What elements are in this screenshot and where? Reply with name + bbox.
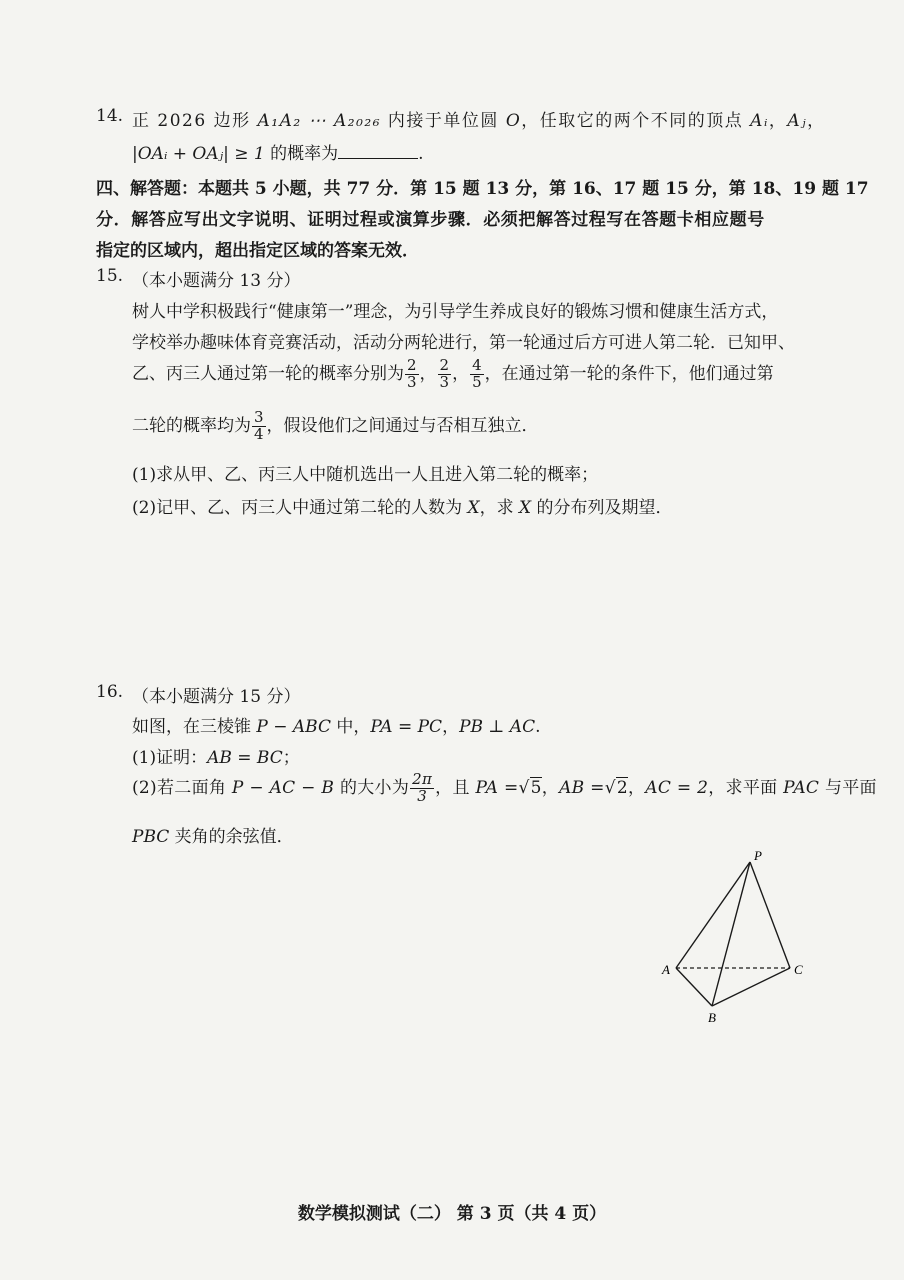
label-a: A bbox=[662, 962, 670, 977]
q14-text-a: 正 2026 边形 bbox=[132, 111, 251, 131]
q16-part2-e: 与平面 bbox=[824, 777, 877, 798]
q16-part1-c: ； bbox=[282, 748, 300, 768]
q16-part1-b: AB = BC bbox=[207, 748, 283, 768]
q15-line3-b: ，在通过第一轮的条件下，他们通过第 bbox=[484, 363, 774, 384]
q15-line2: 学校举办趣味体育竞赛活动，活动分两轮进行，第一轮通过后方可进人第二轮．已知甲、 bbox=[132, 333, 795, 353]
q15-var-x: X bbox=[467, 498, 480, 518]
q15-part2-c: 的分布列及期望． bbox=[536, 498, 673, 518]
section4-line1: 四、解答题：本题共 5 小题，共 77 分．第 15 题 13 分，第 16、17 题 15 分，第 18、19 题 17 bbox=[96, 179, 869, 199]
tetrahedron-figure bbox=[650, 848, 820, 1028]
q14-condition: |OAᵢ + OAⱼ| ≥ 1 bbox=[132, 144, 265, 164]
q16-part2-a: (2)若二面角 bbox=[132, 777, 227, 798]
q14-line1: 正 2026 边形 A₁A₂ ⋯ A₂₀₂₆ 内接于单位圆 O，任取它的两个不同的顶点 Aᵢ，Aⱼ， bbox=[132, 111, 826, 131]
q16-score: （本小题满分 15 分） bbox=[132, 687, 301, 707]
q14-text-c: ，任取它的两个不同的顶点 bbox=[521, 111, 744, 131]
q14-line2: |OAᵢ + OAⱼ| ≥ 1 的概率为 . bbox=[132, 144, 424, 164]
q15-frac-2: $\frac{2}{3}$ bbox=[439, 356, 450, 391]
q16-line1-a: 如图，在三棱锥 bbox=[132, 717, 251, 737]
q15-part1: (1)求从甲、乙、丙三人中随机选出一人且进入第二轮的概率； bbox=[132, 465, 599, 485]
q15-part2-b: ，求 bbox=[479, 498, 514, 518]
q14-vertex-i: Aᵢ bbox=[750, 111, 769, 131]
q15-line4-a: 二轮的概率均为 bbox=[132, 415, 251, 436]
q14-text-b: 内接于单位圆 bbox=[387, 111, 499, 131]
q16-pa-label: PA = bbox=[475, 777, 519, 798]
q15-part2 bbox=[132, 493, 673, 518]
q16-tetra: P − ABC bbox=[256, 717, 331, 737]
q16-pa-value: 5 bbox=[530, 777, 542, 798]
q16-ab-value: 2 bbox=[616, 777, 628, 798]
q15-line4-b: ，假设他们之间通过与否相互独立． bbox=[266, 415, 539, 436]
label-p: P bbox=[754, 848, 762, 863]
q16-part2-c: ，且 bbox=[435, 777, 470, 798]
q16-line3 bbox=[132, 822, 294, 847]
q15-line1: 树人中学积极践行“健康第一”理念，为引导学生养成良好的锻炼习惯和健康生活方式， bbox=[132, 302, 779, 322]
q15-line3-a: 乙、丙三人通过第一轮的概率分别为 bbox=[132, 363, 404, 384]
q16-dihedral: P − AC − B bbox=[231, 777, 335, 798]
section4-line2: 分．解答应写出文字说明、证明过程或演算步骤．必须把解答过程写在答题卡相应题号 bbox=[96, 210, 765, 230]
q14-number: 14. bbox=[96, 106, 124, 126]
q14-answer-blank bbox=[338, 144, 418, 159]
q15-frac-4: $\frac{3}{4}$ bbox=[254, 408, 264, 443]
edge-ab bbox=[676, 968, 712, 1006]
q16-part2-d: ，求平面 bbox=[708, 777, 778, 798]
q14-vertex-j: Aⱼ bbox=[787, 111, 808, 131]
q16-line1-b: 中， bbox=[336, 717, 371, 737]
q16-number: 16. bbox=[96, 682, 124, 702]
q16-ac: AC = 2 bbox=[645, 777, 709, 798]
edge-pc bbox=[750, 862, 790, 968]
q15-score: （本小题满分 13 分） bbox=[132, 271, 301, 291]
page-footer: 数学模拟测试（二） 第 3 页（共 4 页） bbox=[297, 1204, 607, 1224]
q16-angle-frac: $\frac{2\pi}{3}$ bbox=[412, 770, 433, 805]
q15-part2-a: (2)记甲、乙、丙三人中通过第二轮的人数为 bbox=[132, 498, 463, 518]
label-b: B bbox=[708, 1010, 716, 1025]
section4-line3: 指定的区域内，超出指定区域的答案无效． bbox=[96, 241, 419, 261]
q15-frac-3: $\frac{4}{5}$ bbox=[472, 356, 482, 391]
q16-plane1: PAC bbox=[783, 777, 820, 798]
label-c: C bbox=[794, 962, 803, 977]
q16-line1: 如图，在三棱锥 P − ABC 中，PA = PC，PB ⊥ AC. bbox=[132, 717, 541, 737]
q14-circle: O bbox=[505, 111, 522, 131]
q16-part2-b: 的大小为 bbox=[339, 777, 410, 798]
q16-cond2: PB ⊥ AC bbox=[459, 717, 536, 737]
q16-part1-a: (1)证明： bbox=[132, 748, 208, 768]
q15-line3: 乙、丙三人通过第一轮的概率分别为 $\frac{2}{3}$ ， $\frac{2}{3}$ ， $\frac{4}{5}$ ，在通过第一轮的条件下，他们通过第 bbox=[132, 356, 774, 391]
q16-cond1: PA = PC bbox=[370, 717, 443, 737]
q14-polygon: A₁A₂ ⋯ A₂₀₂₆ bbox=[257, 111, 382, 131]
q16-part2: (2)若二面角 P − AC − B 的大小为 $\frac{2\pi}{3}$ ，且 PA =√5，AB =√2，AC = 2，求平面 PAC 与平面 bbox=[132, 770, 877, 805]
q15-number: 15. bbox=[96, 266, 124, 286]
edge-bc bbox=[712, 968, 790, 1006]
edge-pa bbox=[676, 862, 750, 968]
q16-part1 bbox=[132, 743, 300, 768]
q16-plane2: PBC bbox=[132, 827, 170, 847]
q15-line4 bbox=[132, 410, 539, 443]
q16-line3-text: 夹角的余弦值． bbox=[174, 827, 294, 847]
q15-frac-1: $\frac{2}{3}$ bbox=[407, 356, 417, 391]
q14-text-d: 的概率为 bbox=[270, 144, 339, 164]
edge-pb bbox=[712, 862, 750, 1006]
q15-var-x-2: X bbox=[519, 498, 532, 518]
q16-ab-label: AB = bbox=[559, 777, 605, 798]
